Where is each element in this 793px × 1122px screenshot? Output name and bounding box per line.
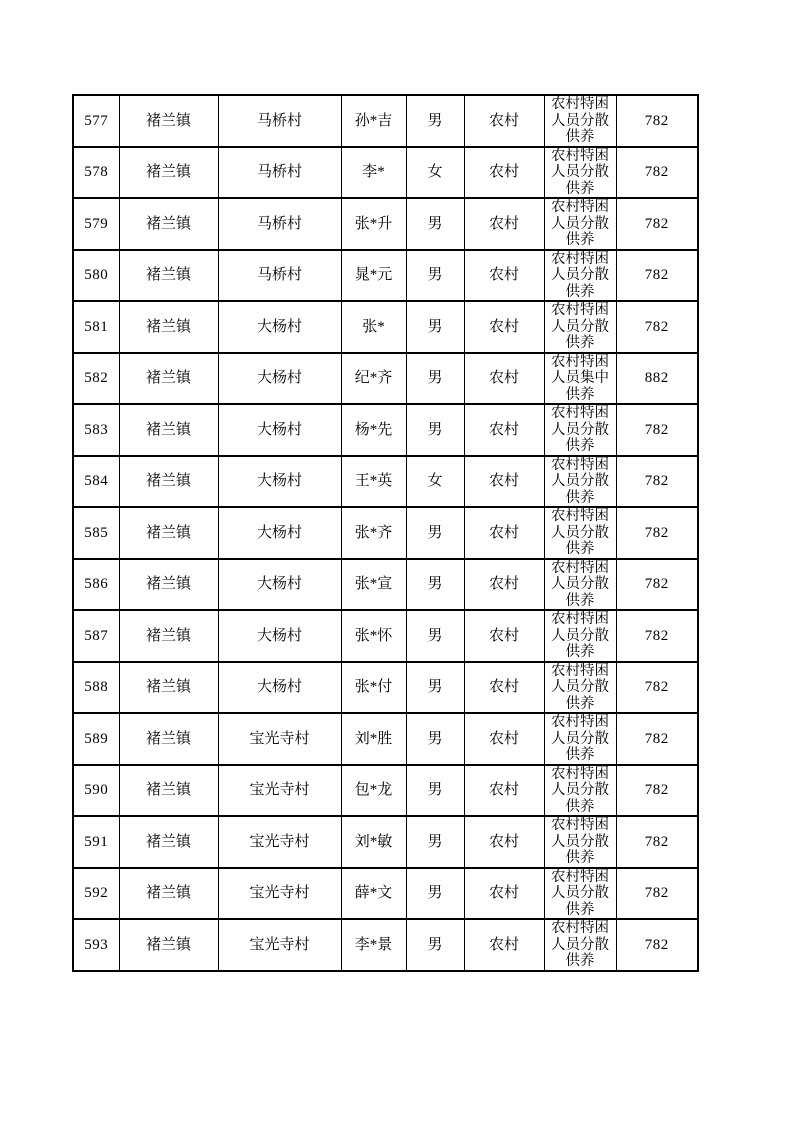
cell-amount: 782 [616,662,698,714]
cell-gender: 男 [406,662,464,714]
cell-town: 褚兰镇 [119,662,218,714]
cell-residence: 农村 [464,868,544,920]
cell-town: 褚兰镇 [119,610,218,662]
cell-amount: 782 [616,868,698,920]
cell-gender: 男 [406,919,464,971]
cell-gender: 女 [406,147,464,199]
table-row [73,301,698,353]
table-row [73,353,698,405]
cell-village: 大杨村 [218,301,341,353]
table-row [73,198,698,250]
cell-category: 农村特困人员分散供养 [544,765,616,817]
table-row [73,507,698,559]
cell-amount: 782 [616,713,698,765]
cell-town: 褚兰镇 [119,868,218,920]
cell-amount: 782 [616,147,698,199]
cell-gender: 男 [406,868,464,920]
cell-residence: 农村 [464,301,544,353]
cell-village: 马桥村 [218,198,341,250]
cell-amount: 782 [616,610,698,662]
cell-category: 农村特困人员分散供养 [544,868,616,920]
cell-residence: 农村 [464,353,544,405]
table-row [73,559,698,611]
cell-index: 580 [73,250,119,302]
cell-category: 农村特困人员分散供养 [544,301,616,353]
cell-gender: 男 [406,301,464,353]
cell-name: 杨*先 [341,404,406,456]
cell-village: 大杨村 [218,662,341,714]
table-row [73,456,698,508]
cell-amount: 782 [616,765,698,817]
cell-category: 农村特困人员分散供养 [544,559,616,611]
cell-category: 农村特困人员分散供养 [544,507,616,559]
cell-gender: 男 [406,404,464,456]
cell-gender: 男 [406,765,464,817]
cell-town: 褚兰镇 [119,404,218,456]
table-row [73,147,698,199]
cell-village: 宝光寺村 [218,919,341,971]
cell-gender: 男 [406,559,464,611]
cell-village: 宝光寺村 [218,713,341,765]
cell-index: 588 [73,662,119,714]
table-row [73,250,698,302]
cell-gender: 男 [406,713,464,765]
cell-gender: 男 [406,198,464,250]
table-row [73,610,698,662]
cell-residence: 农村 [464,816,544,868]
cell-gender: 男 [406,610,464,662]
cell-residence: 农村 [464,95,544,147]
cell-name: 孙*吉 [341,95,406,147]
cell-village: 大杨村 [218,559,341,611]
cell-residence: 农村 [464,198,544,250]
cell-category: 农村特困人员分散供养 [544,456,616,508]
cell-village: 宝光寺村 [218,868,341,920]
cell-amount: 782 [616,301,698,353]
table-body [73,95,698,971]
cell-village: 马桥村 [218,250,341,302]
cell-index: 586 [73,559,119,611]
cell-name: 薛*文 [341,868,406,920]
cell-amount: 882 [616,353,698,405]
cell-name: 李* [341,147,406,199]
table-row [73,95,698,147]
cell-residence: 农村 [464,456,544,508]
cell-index: 579 [73,198,119,250]
cell-name: 张*齐 [341,507,406,559]
cell-name: 王*英 [341,456,406,508]
cell-town: 褚兰镇 [119,713,218,765]
cell-amount: 782 [616,559,698,611]
cell-amount: 782 [616,456,698,508]
cell-index: 583 [73,404,119,456]
cell-gender: 男 [406,507,464,559]
cell-gender: 男 [406,250,464,302]
cell-amount: 782 [616,816,698,868]
cell-index: 587 [73,610,119,662]
cell-name: 刘*敏 [341,816,406,868]
cell-village: 大杨村 [218,456,341,508]
cell-residence: 农村 [464,919,544,971]
cell-index: 584 [73,456,119,508]
cell-residence: 农村 [464,147,544,199]
cell-name: 张*宣 [341,559,406,611]
cell-town: 褚兰镇 [119,456,218,508]
welfare-records-table [72,94,699,972]
cell-amount: 782 [616,507,698,559]
cell-index: 589 [73,713,119,765]
cell-village: 大杨村 [218,353,341,405]
cell-residence: 农村 [464,713,544,765]
cell-category: 农村特困人员分散供养 [544,662,616,714]
cell-gender: 女 [406,456,464,508]
cell-name: 纪*齐 [341,353,406,405]
cell-name: 晁*元 [341,250,406,302]
cell-town: 褚兰镇 [119,250,218,302]
cell-town: 褚兰镇 [119,919,218,971]
cell-category: 农村特困人员分散供养 [544,610,616,662]
cell-amount: 782 [616,198,698,250]
cell-amount: 782 [616,250,698,302]
cell-residence: 农村 [464,610,544,662]
cell-town: 褚兰镇 [119,147,218,199]
table-row [73,713,698,765]
cell-category: 农村特困人员分散供养 [544,713,616,765]
table-row [73,868,698,920]
cell-gender: 男 [406,816,464,868]
cell-village: 大杨村 [218,507,341,559]
cell-name: 张* [341,301,406,353]
table-row [73,662,698,714]
cell-gender: 男 [406,95,464,147]
cell-town: 褚兰镇 [119,816,218,868]
cell-village: 马桥村 [218,147,341,199]
cell-index: 592 [73,868,119,920]
cell-index: 578 [73,147,119,199]
cell-category: 农村特困人员分散供养 [544,250,616,302]
cell-village: 大杨村 [218,404,341,456]
cell-village: 宝光寺村 [218,765,341,817]
cell-residence: 农村 [464,507,544,559]
table-row [73,404,698,456]
cell-name: 李*景 [341,919,406,971]
cell-town: 褚兰镇 [119,198,218,250]
cell-residence: 农村 [464,404,544,456]
cell-name: 包*龙 [341,765,406,817]
cell-village: 宝光寺村 [218,816,341,868]
cell-town: 褚兰镇 [119,765,218,817]
cell-village: 马桥村 [218,95,341,147]
cell-town: 褚兰镇 [119,559,218,611]
cell-name: 张*付 [341,662,406,714]
cell-residence: 农村 [464,765,544,817]
cell-category: 农村特困人员分散供养 [544,147,616,199]
cell-index: 581 [73,301,119,353]
cell-residence: 农村 [464,662,544,714]
cell-category: 农村特困人员集中供养 [544,353,616,405]
cell-category: 农村特困人员分散供养 [544,919,616,971]
cell-village: 大杨村 [218,610,341,662]
cell-index: 591 [73,816,119,868]
cell-amount: 782 [616,919,698,971]
cell-category: 农村特困人员分散供养 [544,95,616,147]
cell-amount: 782 [616,404,698,456]
table-row [73,765,698,817]
cell-name: 张*升 [341,198,406,250]
cell-index: 590 [73,765,119,817]
cell-town: 褚兰镇 [119,95,218,147]
cell-index: 585 [73,507,119,559]
cell-category: 农村特困人员分散供养 [544,198,616,250]
cell-name: 张*怀 [341,610,406,662]
cell-town: 褚兰镇 [119,301,218,353]
cell-gender: 男 [406,353,464,405]
cell-category: 农村特困人员分散供养 [544,816,616,868]
cell-category: 农村特困人员分散供养 [544,404,616,456]
cell-residence: 农村 [464,250,544,302]
cell-index: 593 [73,919,119,971]
cell-town: 褚兰镇 [119,353,218,405]
cell-name: 刘*胜 [341,713,406,765]
cell-town: 褚兰镇 [119,507,218,559]
cell-index: 582 [73,353,119,405]
cell-amount: 782 [616,95,698,147]
table-row [73,816,698,868]
table-row [73,919,698,971]
cell-index: 577 [73,95,119,147]
cell-residence: 农村 [464,559,544,611]
